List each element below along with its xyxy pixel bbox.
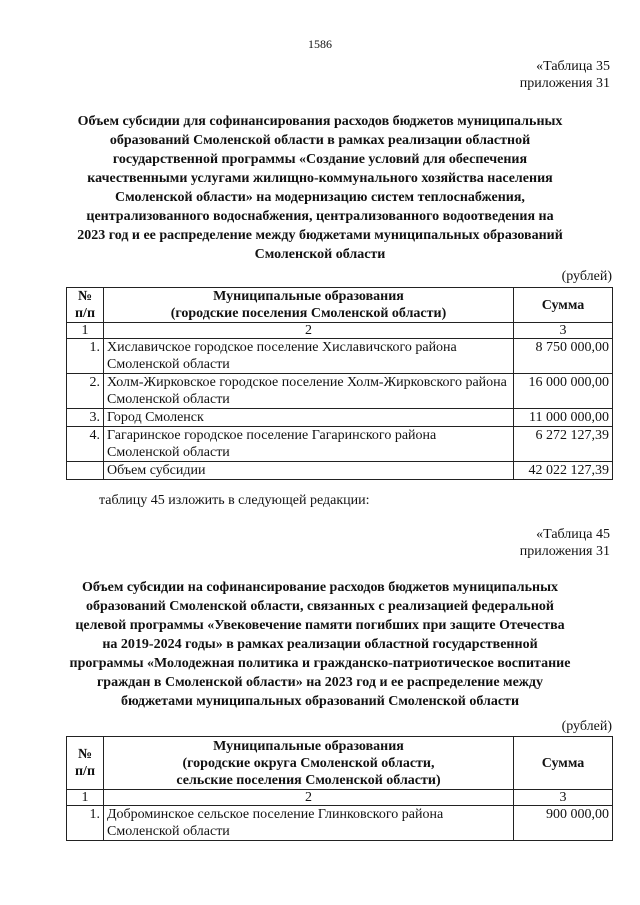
row-number: 1. [67,806,104,841]
heading-line: бюджетами муниципальных образований Смоленской области [120,694,520,709]
heading-line: на 2019-2024 годы» в рамках реализации областной государственной [102,637,538,652]
index-cell: 3 [514,790,613,806]
index-cell: 1 [67,323,104,339]
header-number-cell [67,288,104,323]
header-municipality-cell [104,288,514,323]
table-row [67,409,613,427]
row-municipality: Холм-Жирковское городское поселение Холм-Жирковского района Смоленской области [104,374,514,409]
table-row [67,339,613,374]
caption-line: приложения 31 [519,76,610,91]
total-label: Объем субсидии [104,462,514,480]
heading-line: целевой программы «Увековечение памяти погибших при защите Отечества [75,618,565,633]
row-municipality: Хиславичское городское поселение Хиславичского района Смоленской области [104,339,514,374]
header-text: № [77,747,93,762]
table-35-caption [520,58,610,92]
header-text: № [77,289,93,304]
row-sum: 11 000 000,00 [514,409,613,427]
header-text: сельские поселения Смоленской области) [176,772,441,788]
table-35-heading [60,112,580,264]
subsidy-table-45 [66,736,613,841]
row-sum: 6 272 127,39 [514,427,613,462]
heading-line: качественными услугами жилищно-коммунального хозяйства населения [87,171,553,186]
table-row [67,374,613,409]
caption-line: «Таблица 45 [536,527,610,542]
row-municipality: Доброминское сельское поселение Глинковского района Смоленской области [104,806,514,841]
header-municipality-cell [104,737,514,790]
heading-line: Объем субсидии для софинансирования расходов бюджетов муниципальных [77,114,563,129]
heading-line: Смоленской области [254,247,386,262]
table-row [67,427,613,462]
row-municipality: Город Смоленск [104,409,514,427]
amendment-instruction: таблицу 45 изложить в следующей редакции: [99,493,370,508]
row-number: 1. [67,339,104,374]
caption-line: «Таблица 35 [536,59,610,74]
table-row [67,806,613,841]
table-header-row [67,288,613,323]
heading-line: государственной программы «Создание условий для обеспечения [112,152,528,167]
caption-line: приложения 31 [519,544,610,559]
total-sum: 42 022 127,39 [514,462,613,480]
heading-line: образований Смоленской области, связанных с реализацией федеральной [86,599,554,614]
header-text: (городские округа Смоленской области, [182,755,435,771]
heading-line: граждан в Смоленской области» на 2023 год и ее распределение между [96,675,544,690]
total-number-cell [67,462,104,480]
row-municipality: Гагаринское городское поселение Гагаринского района Смоленской области [104,427,514,462]
column-index-row [67,323,613,339]
heading-line: Смоленской области» на модернизацию систем теплоснабжения, [115,190,525,205]
column-index-row [67,790,613,806]
header-text: п/п [74,306,96,321]
units-label: (рублей) [561,269,612,284]
index-cell: 3 [514,323,613,339]
header-text: п/п [74,764,96,779]
index-cell: 2 [104,790,514,806]
table-45-caption [520,526,610,560]
total-row [67,462,613,480]
row-number: 3. [67,409,104,427]
header-text: (городские поселения Смоленской области) [170,306,447,321]
page-number: 1586 [308,37,332,51]
index-cell: 1 [67,790,104,806]
heading-line: образований Смоленской области в рамках реализации областной [109,133,531,148]
row-number: 4. [67,427,104,462]
header-sum-cell: Сумма [514,288,613,323]
table-header-row [67,737,613,790]
heading-line: программы «Молодежная политика и гражданско-патриотическое воспитание [69,656,571,671]
header-text: Муниципальные образования [213,738,404,754]
index-cell: 2 [104,323,514,339]
heading-line: централизованного водоснабжения, централизованного водоотведения на [86,209,554,224]
row-sum: 8 750 000,00 [514,339,613,374]
header-number-cell [67,737,104,790]
row-number: 2. [67,374,104,409]
header-text: Муниципальные образования [213,289,404,304]
header-sum-cell: Сумма [514,737,613,790]
subsidy-table-35 [66,287,613,480]
heading-line: Объем субсидии на софинансирование расходов бюджетов муниципальных [81,580,559,595]
row-sum: 16 000 000,00 [514,374,613,409]
table-45-heading [60,578,580,711]
units-label: (рублей) [561,719,612,734]
heading-line: 2023 год и ее распределение между бюджетами муниципальных образований [77,228,563,243]
row-sum: 900 000,00 [514,806,613,841]
